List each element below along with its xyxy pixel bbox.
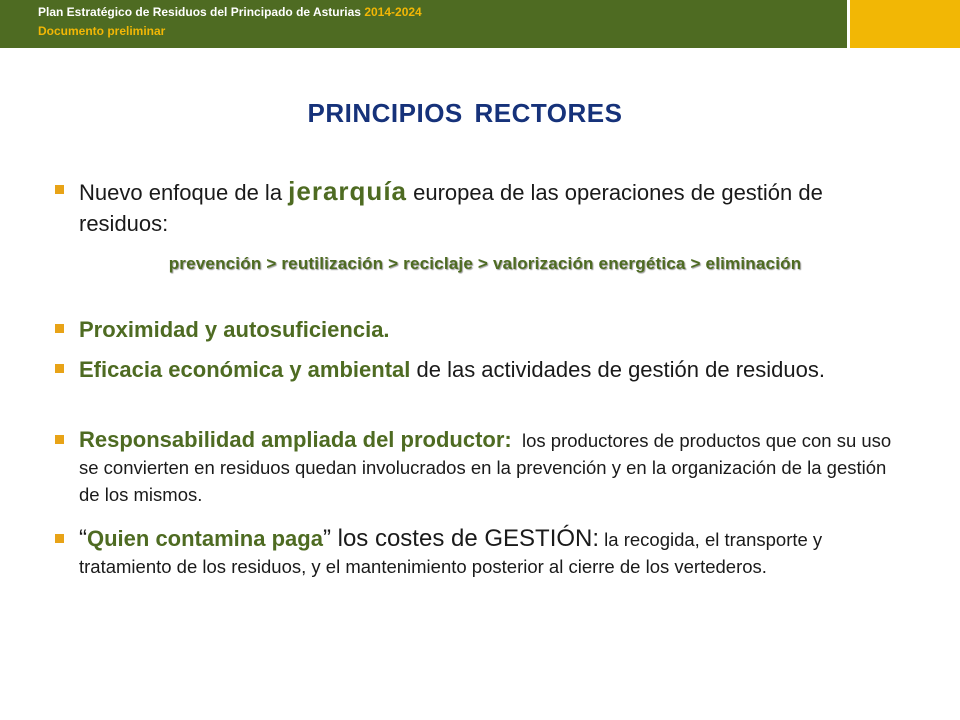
bullet-square	[55, 534, 64, 543]
bullet-quien-contamina	[55, 525, 905, 580]
bullet-eficacia	[55, 355, 905, 385]
bullet-text: la recogida, el transporte y tratamiento de los residuos, y el mantenimiento posterior al cierre de los vertederos.	[79, 529, 823, 577]
bullet-square	[55, 435, 64, 444]
header-bar	[0, 0, 960, 48]
header-subtitle: Documento preliminar	[38, 24, 166, 38]
bullet-text: los productores de productos que con su uso se convierten en residuos quedan involucrados en la prevención y en la organización de la gestión de los mismos.	[79, 430, 892, 505]
bullet-text: los costes de GESTIÓN:	[330, 525, 600, 552]
bullet-square	[55, 185, 64, 194]
bullet-responsabilidad	[55, 426, 905, 508]
slide-title: PRINCIPIOS RECTORES	[307, 98, 623, 128]
header-title-text: Plan Estratégico de Residuos del Principado de Asturias	[38, 5, 361, 19]
bullet-square	[55, 324, 64, 333]
bullet-text: Nuevo enfoque de la	[79, 180, 289, 205]
bullet-proximidad	[55, 315, 905, 345]
waste-hierarchy: prevención > reutilización > reciclaje > valorización energética > eliminación	[168, 254, 802, 273]
bullet-keyword: jerarquía	[288, 176, 407, 206]
bullet-text: europea de las operaciones de gestión de residuos:	[79, 180, 823, 236]
bullet-text: de las actividades de gestión de residuos.	[410, 357, 825, 382]
bullet-keyword: Proximidad y autosuficiencia.	[79, 317, 390, 342]
bullet-keyword: Eficacia económica y ambiental	[79, 357, 411, 382]
close-quote: ”	[322, 525, 331, 552]
bullet-keyword: Responsabilidad ampliada del productor:	[79, 427, 512, 452]
header-title	[38, 5, 422, 19]
bullet-jerarquia	[55, 176, 905, 239]
header-accent-block	[850, 0, 960, 48]
bullet-square	[55, 364, 64, 373]
bullet-keyword: Quien contamina paga	[87, 526, 323, 551]
open-quote: “	[79, 525, 87, 552]
header-years: 2014-2024	[364, 5, 422, 19]
